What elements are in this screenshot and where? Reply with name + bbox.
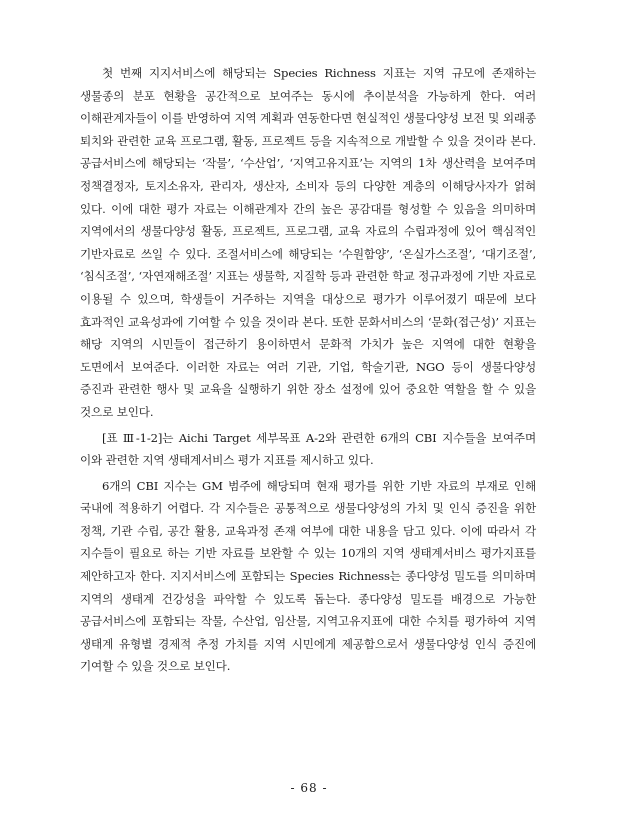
document-body — [80, 62, 536, 681]
paragraph-cbi-indices: 6개의 CBI 지수는 GM 범주에 해당되며 현재 평가를 위한 기반 자료의 부재로 인해 국내에 적용하기 어렵다. 각 지수들은 공통적으로 생물다양성의 가치 및 인식 증진을 위한 정책, 기관 수립, 공간 활용, 교육과정 존재 여부에 대한 내용을 담고 있다. 이에 따라서 각 지수들이 필요로 하는 기반 자료를 보완할 수 있는 10개의 지역 생태계서비스 평가지표를 제안하고자 한다. 지지서비스에 포함되는 Species Richness는 종다양성 밀도를 의미하며 지역의 생태계 건강성을 파악할 수 있도록 돕는다. 종다양성 밀도를 배경으로 가능한 공급서비스에 포함되는 작물, 수산업, 임산물, 지역고유지표에 대한 수치를 평가하여 지역 생태계 유형별 경제적 추정 가치를 지역 시민에게 제공함으로서 생물다양성 인식 증진에 기여할 수 있을 것으로 보인다. — [80, 478, 536, 674]
paragraph-ecosystem-services-indicators: 첫 번째 지지서비스에 해당되는 Species Richness 지표는 지역 규모에 존재하는 생물종의 분포 현황을 공간적으로 보여주는 동시에 추이분석을 가능하게 한다. 여러 이해관계자들이 이를 반영하여 지역 계획과 연동한다면 현실적인 생물다양성 보전 및 외래종 퇴치와 관련한 교육 프로그램, 활동, 프로젝트 등을 지속적으로 개발할 수 있을 것이라 본다. 공급서비스에 해당되는 ‘작물’, ‘수산업’, ‘지역고유지표’는 지역의 1차 생산력을 보여주며 정책결정자, 토지소유자, 관리자, 생산자, 소비자 등의 다양한 계층의 이해당사자가 얽혀 있다. 이에 대한 평가 자료는 이해관계자 간의 높은 공감대를 형성할 수 있음을 의미하며 지역에서의 생물다양성 활동, 프로젝트, 프로그램, 교육 자료의 수립과정에 있어 핵심적인 기반자료로 쓰일 수 있다. 조절서비스에 해당되는 ‘수원함양’, ‘온실가스조절’, ‘대기조절’, ‘침식조절’, ‘자연재해조절’ 지표는 생물학, 지질학 등과 관련한 학교 정규과정에 기반 자료로 이용될 수 있으며, 학생들이 거주하는 지역을 대상으로 평가가 이루어졌기 때문에 보다 효과적인 교육성과에 기여할 수 있을 것이라 본다. 또한 문화서비스의 ‘문화(접근성)’ 지표는 해당 지역의 시민들이 접근하기 용이하면서 문화적 가치가 높은 지역에 대한 현황을 도면에서 보여준다. 이러한 자료는 여러 기관, 기업, 학술기관, NGO 등이 생물다양성 증진과 관련한 행사 및 교육을 실행하기 위한 장소 설정에 있어 중요한 역할을 할 수 있을 것으로 보인다. — [80, 66, 536, 419]
paragraph-table-reference: [표 Ⅲ-1-2]는 Aichi Target 세부목표 A-2와 관련한 6개의 CBI 지수들을 보여주며 이와 관련한 지역 생태계서비스 평가 지표를 제시하고 있다. — [80, 430, 536, 468]
page-number: - 68 - — [290, 781, 328, 795]
